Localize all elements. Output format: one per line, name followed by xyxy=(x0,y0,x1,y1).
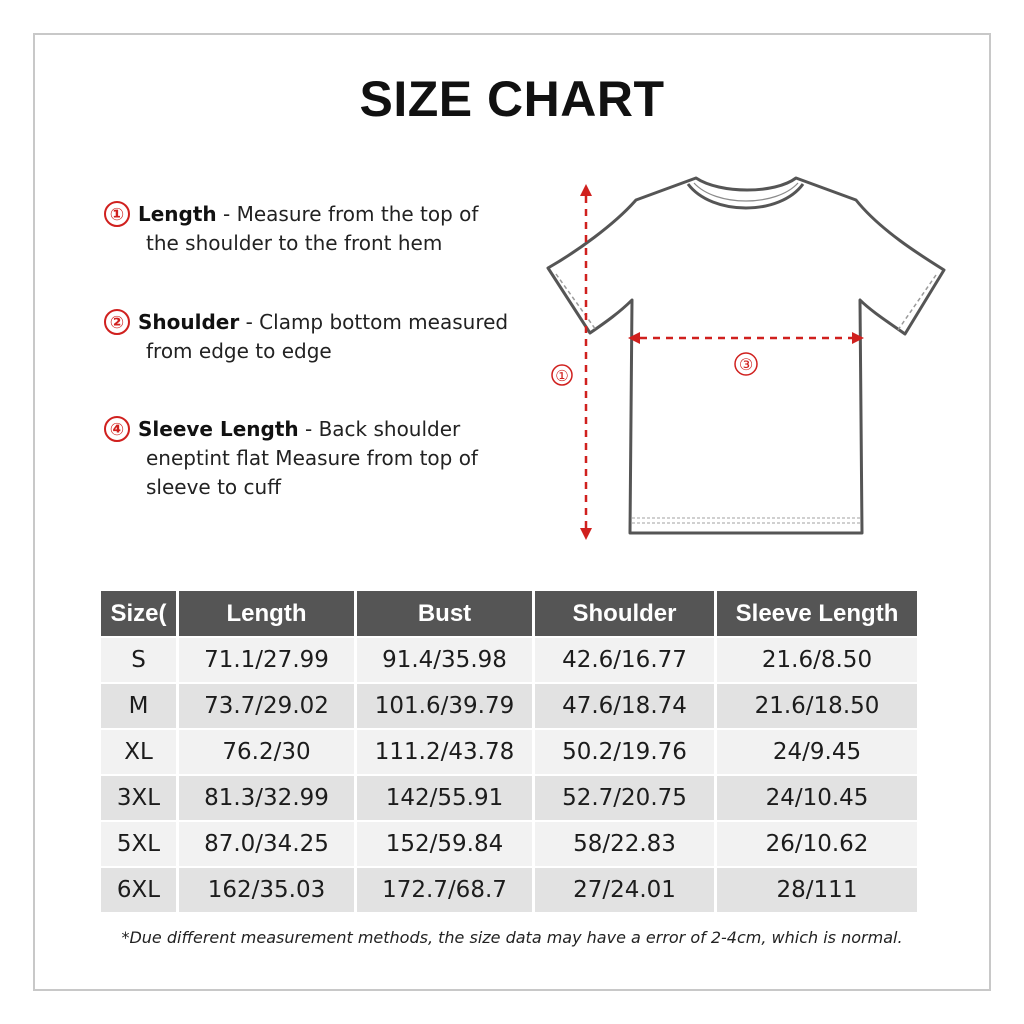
table-cell: 5XL xyxy=(101,820,179,866)
table-cell: 50.2/19.76 xyxy=(535,728,717,774)
table-cell: 91.4/35.98 xyxy=(357,636,535,682)
instruction-sleeve-length xyxy=(104,415,524,502)
instruction-text: Clamp bottom measured xyxy=(259,310,509,334)
instruction-text: from edge to edge xyxy=(146,339,332,363)
instruction-separator: - xyxy=(239,310,260,334)
length-measure-arrow xyxy=(580,184,592,540)
tshirt-diagram xyxy=(540,170,960,550)
size-table xyxy=(101,591,917,912)
table-cell: 76.2/30 xyxy=(179,728,357,774)
table-cell: 24/9.45 xyxy=(717,728,917,774)
instruction-text: eneptint flat Measure from top of xyxy=(146,446,478,470)
table-cell: 52.7/20.75 xyxy=(535,774,717,820)
instruction-text: sleeve to cuff xyxy=(146,475,281,499)
table-cell: 3XL xyxy=(101,774,179,820)
table-cell: 27/24.01 xyxy=(535,866,717,912)
number-1-icon: ① xyxy=(104,201,130,227)
table-row xyxy=(101,774,917,820)
instruction-text: the shoulder to the front hem xyxy=(146,231,443,255)
instruction-term: Length xyxy=(138,202,217,226)
table-cell: 58/22.83 xyxy=(535,820,717,866)
table-cell: XL xyxy=(101,728,179,774)
table-cell: 152/59.84 xyxy=(357,820,535,866)
table-row xyxy=(101,682,917,728)
width-label: ③ xyxy=(738,355,754,374)
table-row xyxy=(101,820,917,866)
table-cell: 21.6/18.50 xyxy=(717,682,917,728)
instruction-separator: - xyxy=(298,417,319,441)
table-cell: 172.7/68.7 xyxy=(357,866,535,912)
table-cell: 142/55.91 xyxy=(357,774,535,820)
number-4-icon: ④ xyxy=(104,416,130,442)
table-header-row xyxy=(101,591,917,636)
column-header-length: Length xyxy=(179,591,357,636)
instruction-separator: - xyxy=(216,202,237,226)
table-cell: 162/35.03 xyxy=(179,866,357,912)
table-cell: 81.3/32.99 xyxy=(179,774,357,820)
table-cell: S xyxy=(101,636,179,682)
table-row xyxy=(101,866,917,912)
column-header-size: Size( xyxy=(101,591,179,636)
table-cell: 111.2/43.78 xyxy=(357,728,535,774)
instruction-term: Sleeve Length xyxy=(138,417,299,441)
instruction-text: Measure from the top of xyxy=(236,202,479,226)
table-cell: 21.6/8.50 xyxy=(717,636,917,682)
table-cell: 47.6/18.74 xyxy=(535,682,717,728)
table-cell: M xyxy=(101,682,179,728)
instruction-length xyxy=(104,200,524,258)
table-row xyxy=(101,636,917,682)
instruction-shoulder xyxy=(104,308,524,366)
page-title: SIZE CHART xyxy=(359,71,665,127)
column-header-shoulder: Shoulder xyxy=(535,591,717,636)
column-header-sleeve-length: Sleeve Length xyxy=(717,591,917,636)
table-cell: 26/10.62 xyxy=(717,820,917,866)
table-cell: 42.6/16.77 xyxy=(535,636,717,682)
table-cell: 87.0/34.25 xyxy=(179,820,357,866)
column-header-bust: Bust xyxy=(357,591,535,636)
table-cell: 101.6/39.79 xyxy=(357,682,535,728)
table-cell: 71.1/27.99 xyxy=(179,636,357,682)
table-row xyxy=(101,728,917,774)
measurement-note: *Due different measurement methods, the size data may have a error of 2-4cm, which is normal. xyxy=(121,928,903,947)
length-label: ① xyxy=(555,367,569,385)
table-cell: 24/10.45 xyxy=(717,774,917,820)
table-cell: 28/111 xyxy=(717,866,917,912)
instruction-term: Shoulder xyxy=(138,310,240,334)
instruction-text: Back shoulder xyxy=(318,417,461,441)
table-cell: 73.7/29.02 xyxy=(179,682,357,728)
number-2-icon: ② xyxy=(104,309,130,335)
table-cell: 6XL xyxy=(101,866,179,912)
